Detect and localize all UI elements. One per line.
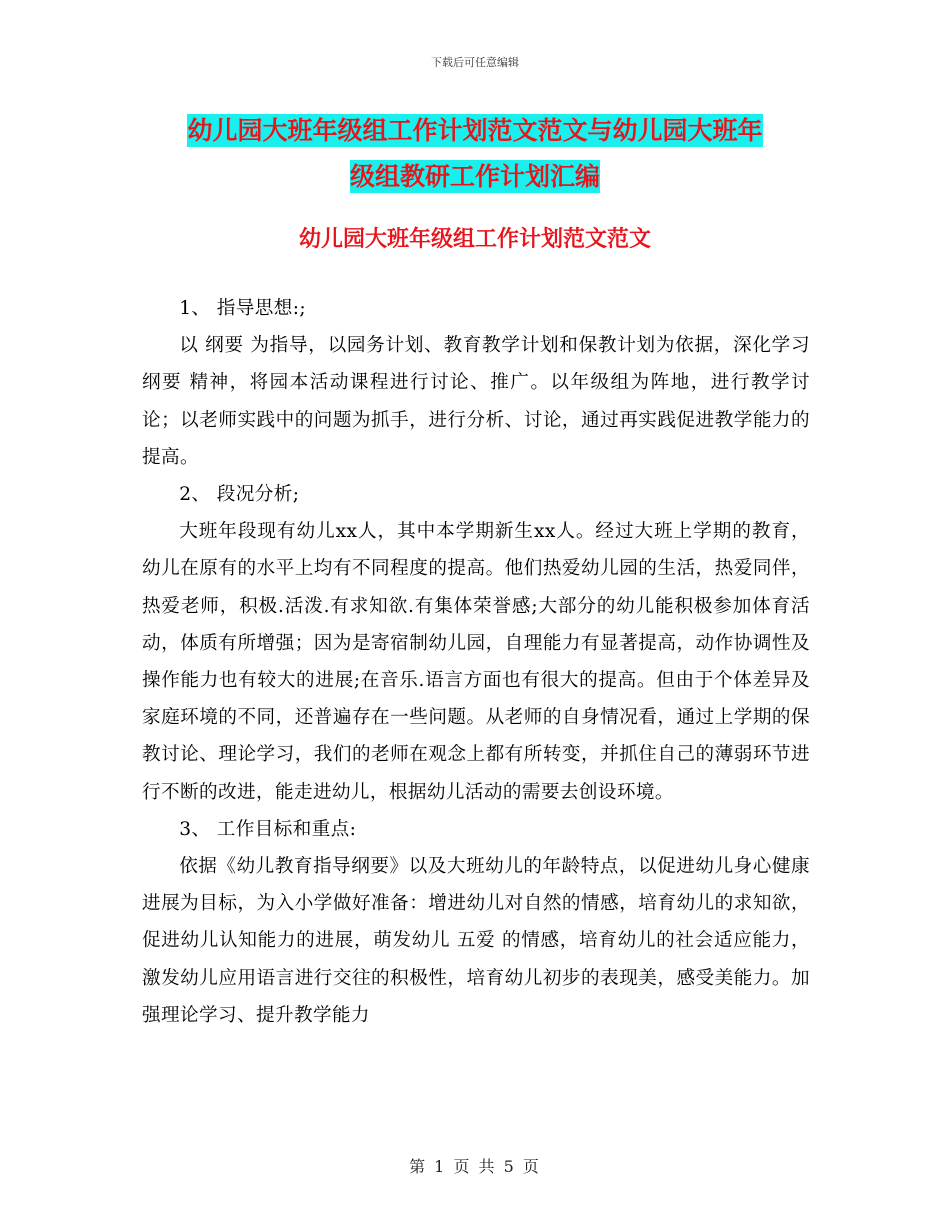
heading-situation-analysis: 2、 段况分析; — [179, 484, 300, 506]
heading-guiding-thought: 1、 指导思想:; — [179, 298, 307, 319]
document-body — [142, 290, 810, 1034]
title-line-1: 幼儿园大班年级组工作计划范文范文与幼儿园大班年 — [187, 116, 763, 145]
header-note: 下载后可任意编辑 — [431, 56, 519, 69]
document-title — [140, 108, 810, 200]
title-line-2: 级组教研工作计划汇编 — [349, 162, 600, 191]
heading-goals: 3、 工作目标和重点: — [179, 818, 357, 840]
paragraph-situation-analysis: 大班年段现有幼儿xx人，其中本学期新生xx人。经过大班上学期的教育，幼儿在原有的水平上均有不同程度的提高。他们热爱幼儿园的生活，热爱同伴，热爱老师，积极.活泼.有求知欲.有集体荣誉感;大部分的幼儿能积极参加体育活动，体质有所增强；因为是寄宿制幼儿园，自理能力有显著提高，动作协调性及操作能力也有较大的进展;在音乐.语言方面也有很大的提高。但由于个体差异及家庭环境的不同，还普遍存在一些问题。从老师的自身情况看，通过上学期的保教讨论、理论学习，我们的老师在观念上都有所转变，并抓住自己的薄弱环节进行不断的改进，能走进幼儿，根据幼儿活动的需要去创设环境。 — [142, 521, 810, 803]
page-footer: 第 1 页 共 5 页 — [409, 1157, 541, 1176]
section-title: 幼儿园大班年级组工作计划范文范文 — [298, 227, 651, 252]
paragraph-guiding-thought: 以 纲要 为指导，以园务计划、教育教学计划和保教计划为依据，深化学习 纲要 精神，将园本活动课程进行讨论、推广。以年级组为阵地，进行教学讨论；以老师实践中的问题为抓手，进行分析、讨论，通过再实践促进教学能力的提高。 — [142, 335, 810, 468]
paragraph-goals: 依据《幼儿教育指导纲要》以及大班幼儿的年龄特点，以促进幼儿身心健康进展为目标，为入小学做好准备：增进幼儿对自然的情感，培育幼儿的求知欲，促进幼儿认知能力的进展，萌发幼儿 五爱 的情感，培育幼儿的社会适应能力，激发幼儿应用语言进行交往的积极性，培育幼儿初步的表现美，感受美能力。加强理论学习、提升教学能力 — [142, 856, 810, 1026]
